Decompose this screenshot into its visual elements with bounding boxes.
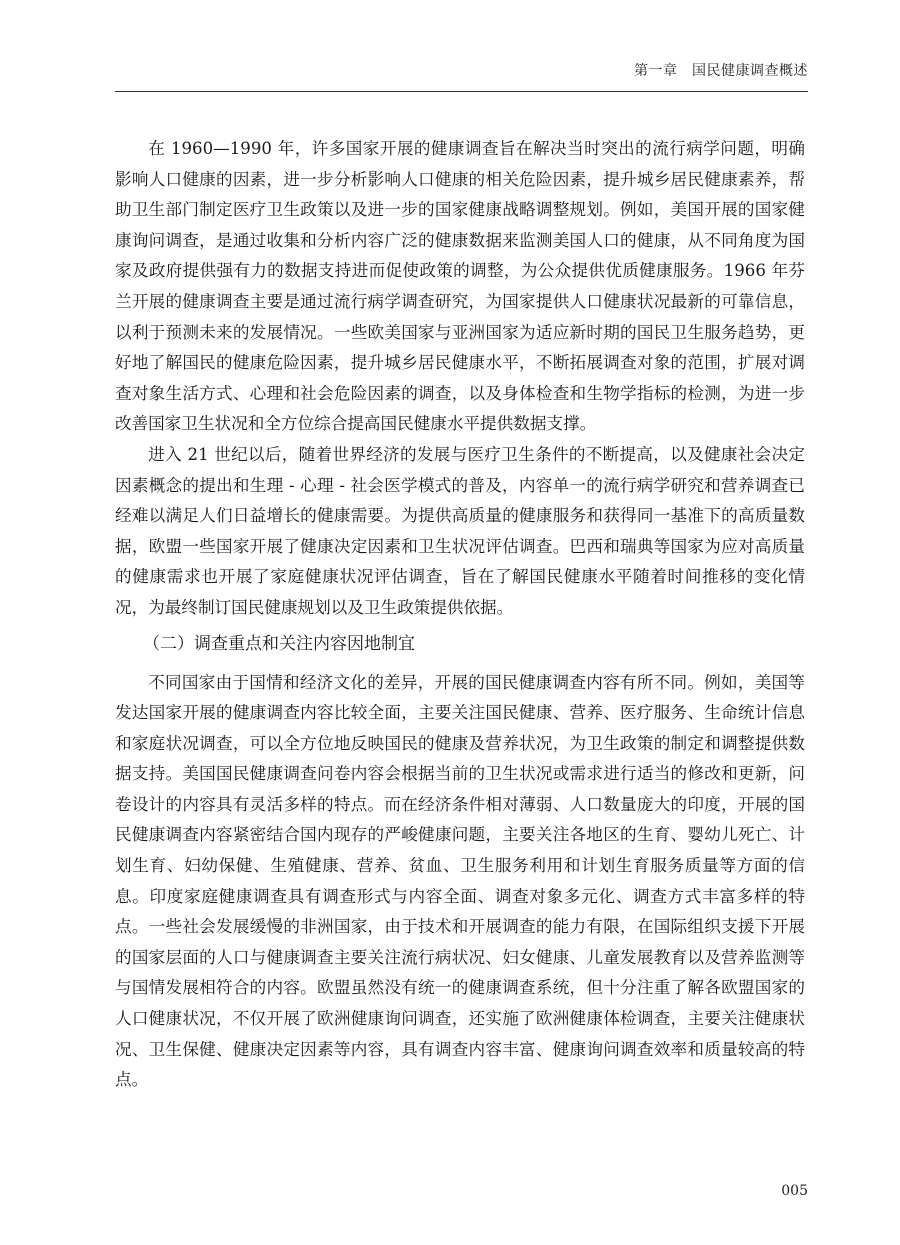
body-paragraph-1: 在 1960—1990 年，许多国家开展的健康调查旨在解决当时突出的流行病学问题，明确影响人口健康的因素，进一步分析影响人口健康的相关危险因素，提升城乡居民健康素养，帮助卫生部门制定医疗卫生政策以及进一步的国家健康战略调整规划。例如，美国开展的国家健康询问调查，是通过收集和分析内容广泛的健康数据来监测美国人口的健康，从不同角度为国家及政府提供强有力的数据支持进而促使政策的调整，为公众提供优质健康服务。1966 年芬兰开展的健康调查主要是通过流行病学调查研究，为国家提供人口健康状况最新的可靠信息，以利于预测未来的发展情况。一些欧美国家与亚洲国家为适应新时期的国民卫生服务趋势，更好地了解国民的健康危险因素，提升城乡居民健康水平，不断拓展调查对象的范围，扩展对调查对象生活方式、心理和社会危险因素的调查，以及身体检查和生物学指标的检测，为进一步改善国家卫生状况和全方位综合提高国民健康水平提供数据支撑。 [115,139,805,434]
page-number: 005 [781,1183,808,1199]
page-body [115,134,805,1096]
body-paragraph-3: 不同国家由于国情和经济文化的差异，开展的国民健康调查内容有所不同。例如，美国等发达国家开展的健康调查内容比较全面，主要关注国民健康、营养、医疗服务、生命统计信息和家庭状况调查，可以全方位地反映国民的健康及营养状况，为卫生政策的制定和调整提供数据支持。美国国民健康调查问卷内容会根据当前的卫生状况或需求进行适当的修改和更新，问卷设计的内容具有灵活多样的特点。而在经济条件相对薄弱、人口数量庞大的印度，开展的国民健康调查内容紧密结合国内现存的严峻健康问题，主要关注各地区的生育、婴幼儿死亡、计划生育、妇幼保健、生殖健康、营养、贫血、卫生服务利用和计划生育服务质量等方面的信息。印度家庭健康调查具有调查形式与内容全面、调查对象多元化、调查方式丰富多样的特点。一些社会发展缓慢的非洲国家，由于技术和开展调查的能力有限，在国际组织支援下开展的国家层面的人口与健康调查主要关注流行病状况、妇女健康、儿童发展教育以及营养监测等与国情发展相符合的内容。欧盟虽然没有统一的健康调查系统，但十分注重了解各欧盟国家的人口健康状况，不仅开展了欧洲健康询问调查，还实施了欧洲健康体检调查，主要关注健康状况、卫生保健、健康决定因素等内容，具有调查内容丰富、健康询问调查效率和质量较高的特点。 [115,672,805,1090]
body-paragraph-2: 进入 21 世纪以后，随着世界经济的发展与医疗卫生条件的不断提高，以及健康社会决定因素概念的提出和生理 - 心理 - 社会医学模式的普及，内容单一的流行病学研究和营养调查已经难以满足人们日益增长的健康需要。为提供高质量的健康服务和获得同一基准下的高质量数据，欧盟一些国家开展了健康决定因素和卫生状况评估调查。巴西和瑞典等国家为应对高质量的健康需求也开展了家庭健康状况评估调查，旨在了解国民健康水平随着时间推移的变化情况，为最终制订国民健康规划以及卫生政策提供依据。 [115,444,805,617]
running-header: 第一章 国民健康调查概述 [634,63,808,79]
section-heading: （二）调查重点和关注内容因地制宜 [143,633,415,654]
header-rule [115,91,808,92]
